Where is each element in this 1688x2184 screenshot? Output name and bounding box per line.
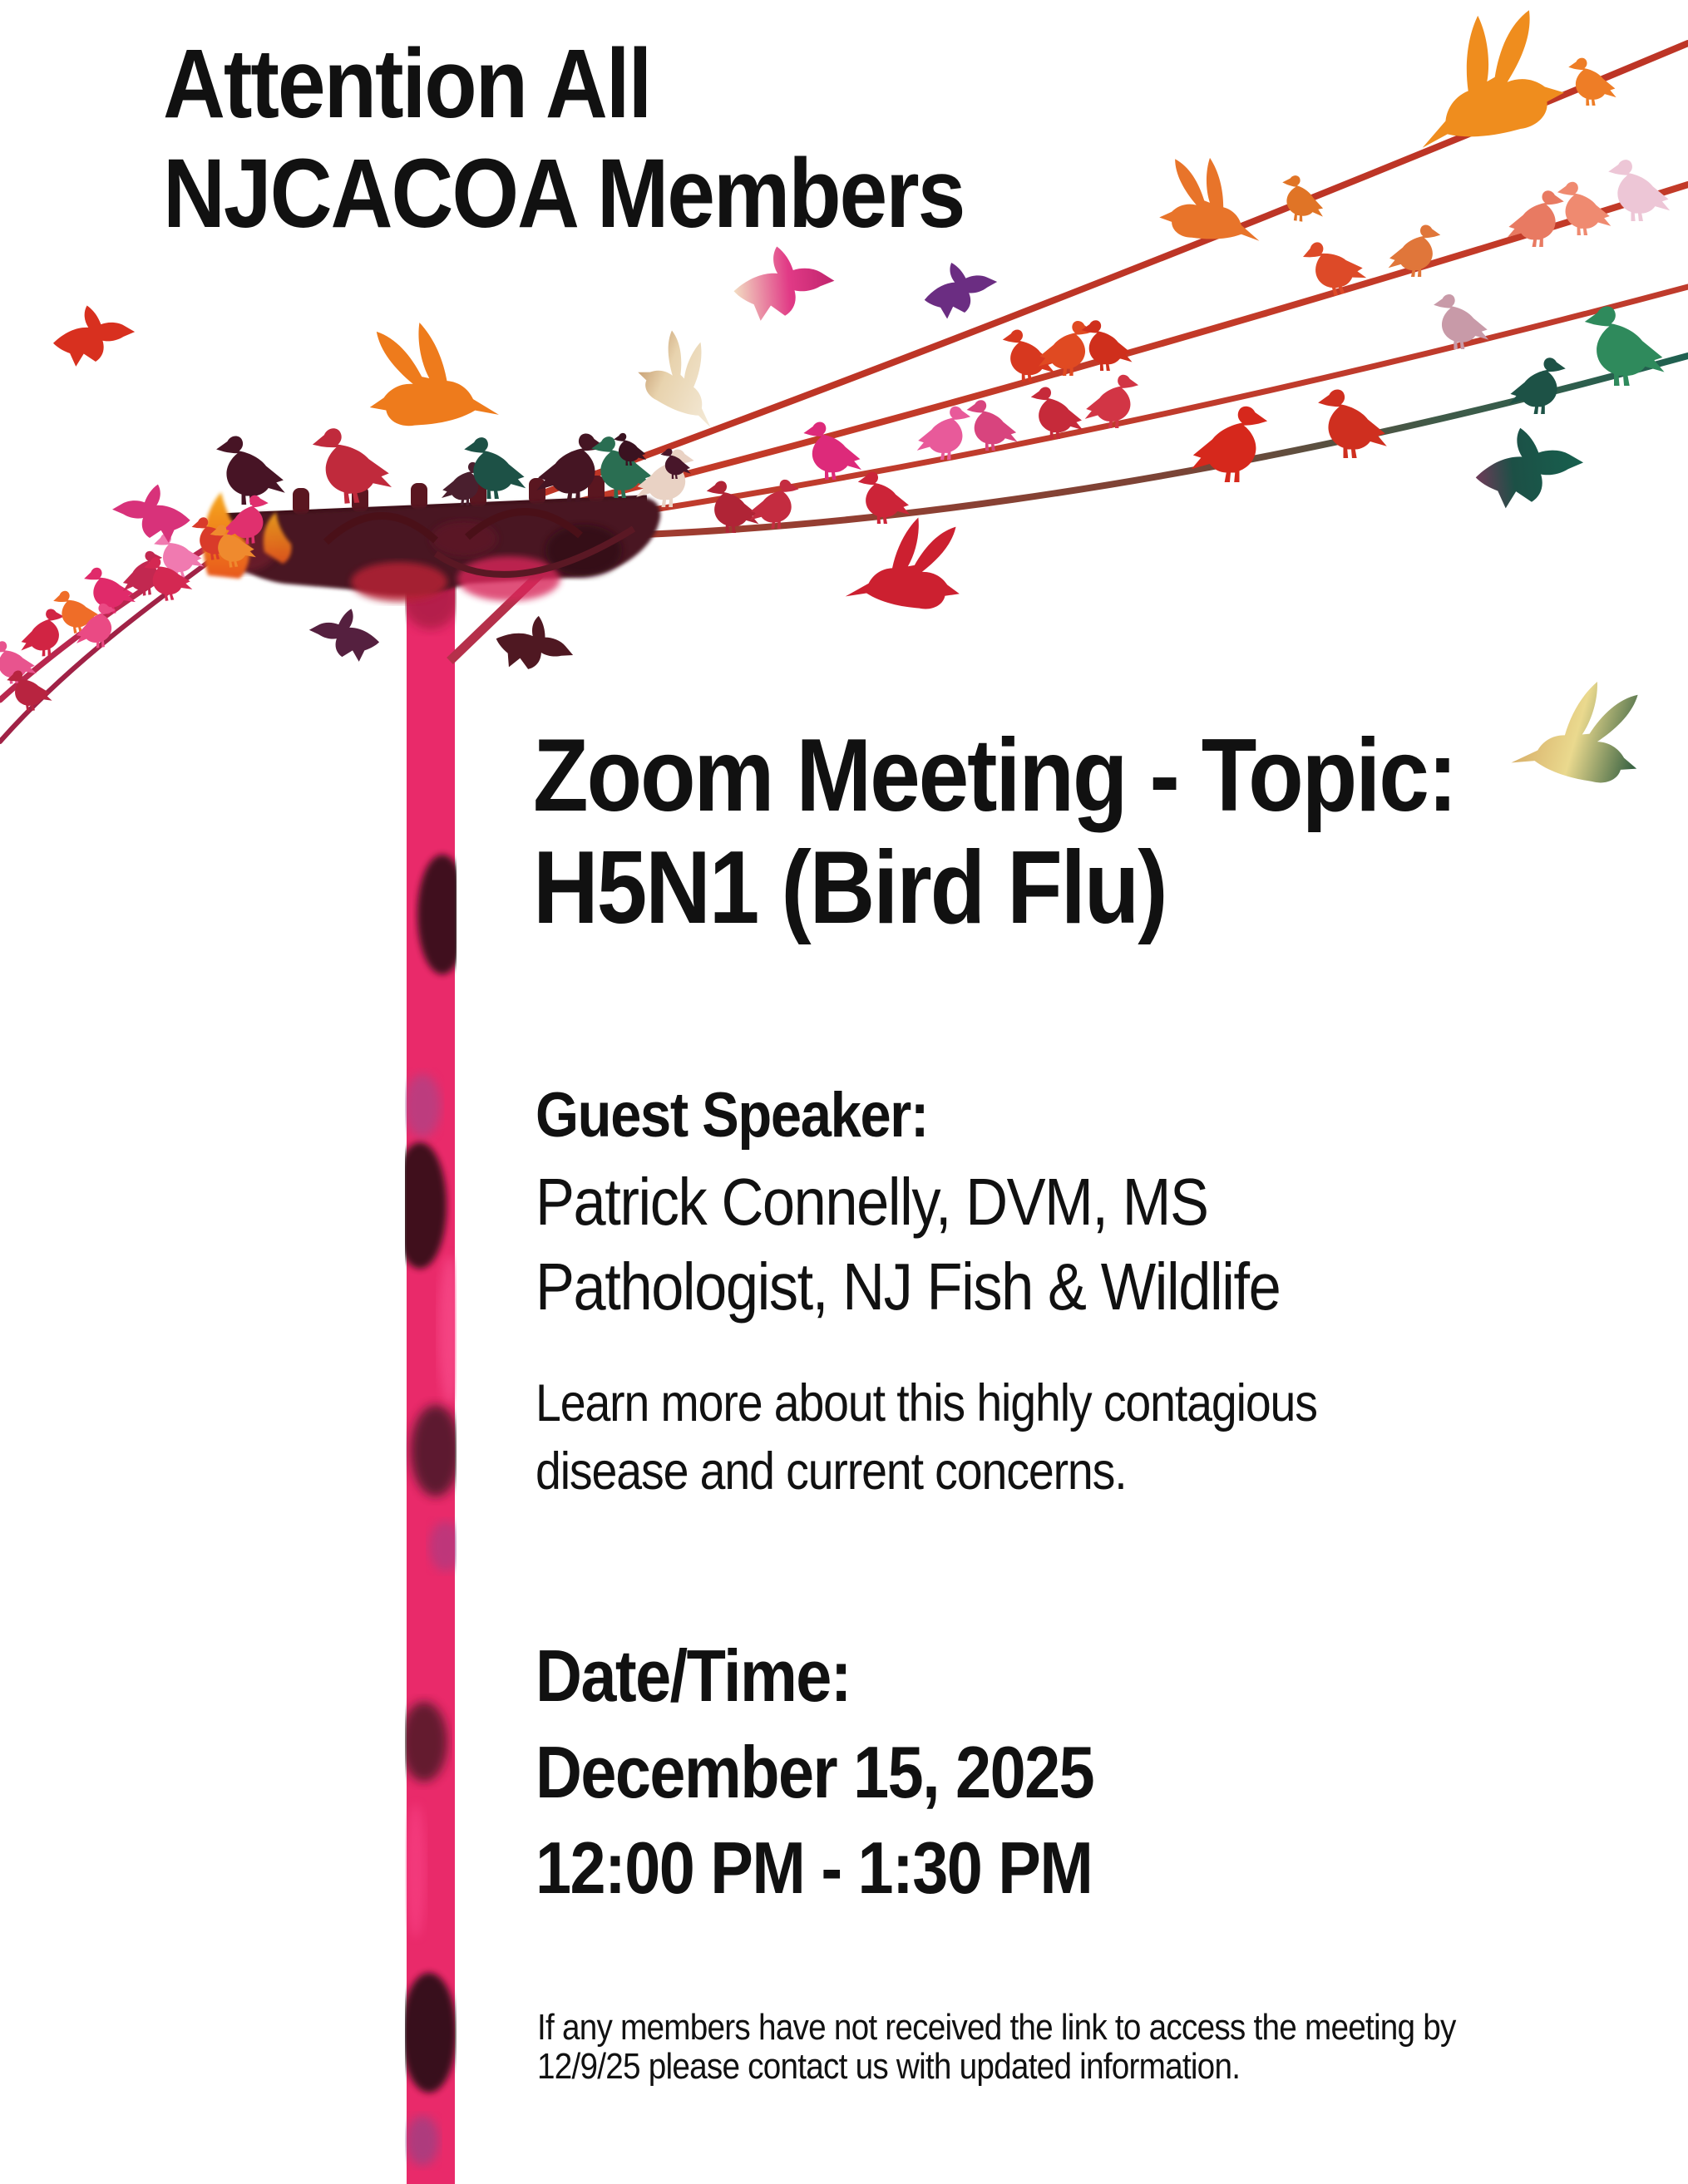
description-line1: Learn more about this highly contagious [536, 1374, 1317, 1432]
speaker-name: Patrick Connelly, DVM, MS [536, 1165, 1208, 1239]
headline-line1: Attention All [163, 29, 651, 139]
crossarm [203, 476, 660, 602]
meeting-title-line1: Zoom Meeting - Topic: [533, 718, 1456, 833]
speaker-title: Pathologist, NJ Fish & Wildlife [536, 1250, 1281, 1324]
speaker-heading: Guest Speaker: [536, 1080, 928, 1151]
schedule-time: 12:00 PM - 1:30 PM [536, 1827, 1093, 1909]
footer-line1: If any members have not received the link to access the meeting by [537, 2007, 1456, 2048]
schedule-heading: Date/Time: [536, 1634, 851, 1717]
schedule-date: December 15, 2025 [536, 1731, 1094, 1813]
utility-pole [393, 529, 540, 2184]
headline-line2: NJCACOA Members [163, 139, 965, 249]
description-line2: disease and current concerns. [536, 1442, 1127, 1501]
meeting-title-line2: H5N1 (Bird Flu) [533, 831, 1167, 945]
footer-line2: 12/9/25 please contact us with updated information. [537, 2046, 1241, 2087]
